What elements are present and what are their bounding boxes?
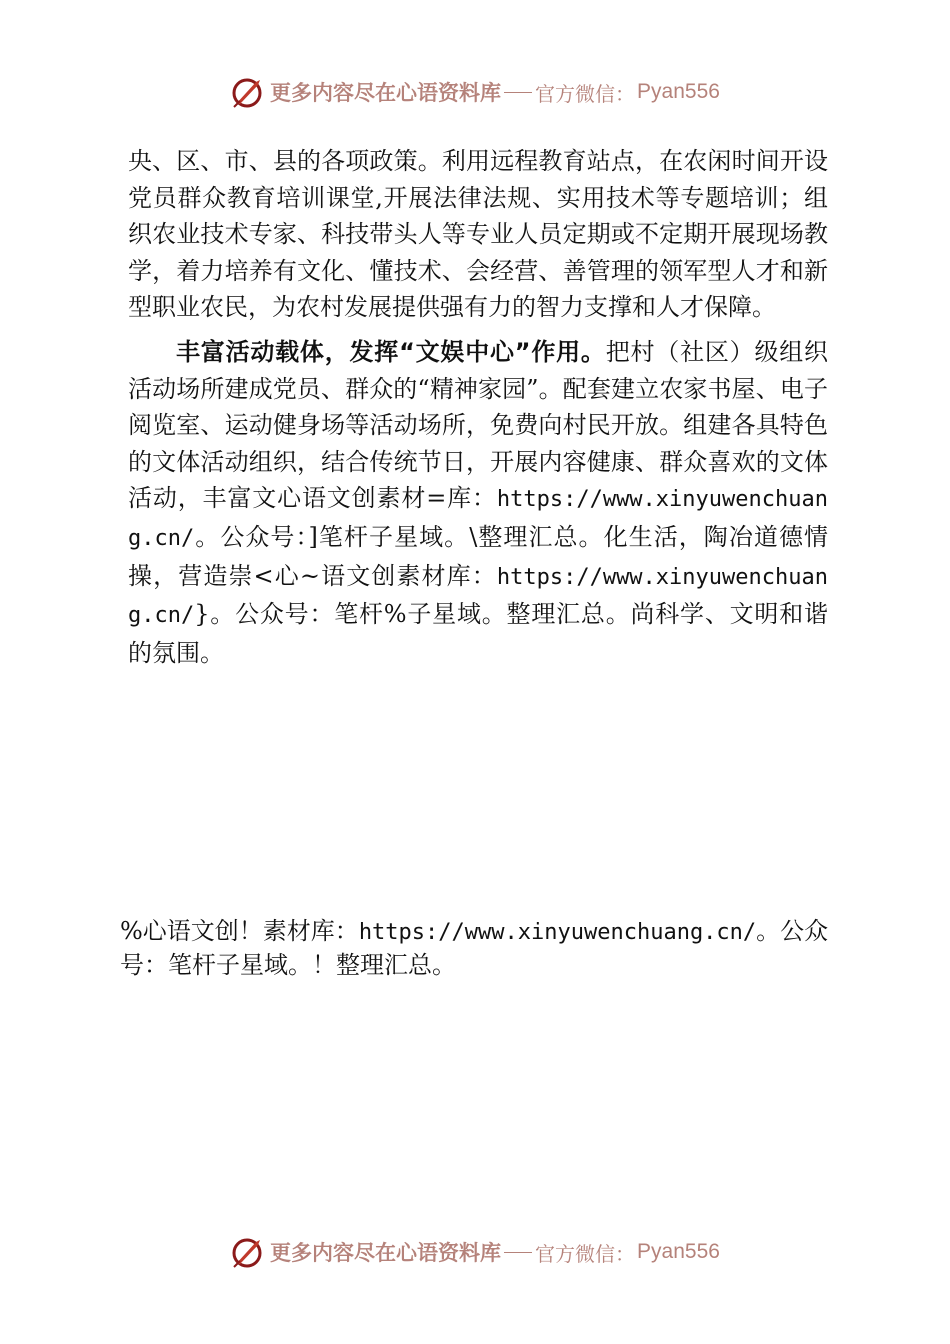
footnote-url[interactable]: https://www.xinyuwenchuang.cn/	[358, 920, 757, 945]
header-banner-dash	[504, 92, 532, 93]
footnote-text-b: 。公众号：笔杆子星域。！整理汇总。	[120, 917, 829, 979]
paragraph-2-text-c: }。公众号：笔杆%子星域。整理汇总。尚科学、文明和谐的氛围。	[128, 600, 828, 667]
footer-banner-dash	[504, 1252, 532, 1253]
document-body	[128, 143, 828, 671]
footnote-text-a: %心语文创！素材库：	[120, 917, 359, 945]
header-official-label: 官方微信：	[535, 81, 636, 106]
quill-pen-logo-icon	[230, 1234, 266, 1270]
footer-banner	[0, 1232, 950, 1272]
paragraph-2-url-a[interactable]: https://www.xinyuwenchuang.cn/	[128, 487, 828, 551]
paragraph-2	[128, 334, 828, 671]
paragraph-2-text-a: 把村（社区）级组织活动场所建成党员、群众的“精神家园”。配套建立农家书屋、电子阅览室、运动健身场等活动场所，免费向村民开放。组建各具特色的文体活动组织，结合传统节日，开展内容健康、群众喜欢的文体活动，丰富文心语文创素材=库：	[128, 337, 829, 513]
paragraph-1	[128, 143, 828, 326]
paragraph-2-text-b: 。公众号：]笔杆子星域。\整理汇总。化生活，陶冶道德情操，营造崇<心~语文创素材库：	[128, 522, 828, 590]
footer-banner-text: 更多内容尽在心语资料库	[270, 1240, 502, 1265]
header-wechat-id: Pyan556	[637, 80, 720, 103]
header-banner	[0, 72, 950, 112]
paragraph-2-lead: 丰富活动载体，发挥“文娱中心”作用。	[176, 337, 606, 366]
header-banner-text: 更多内容尽在心语资料库	[270, 80, 502, 105]
quill-pen-logo-icon	[230, 74, 266, 110]
footnote	[120, 915, 830, 981]
paragraph-2-url-b[interactable]: https://www.xinyuwenchuang.cn/	[128, 564, 828, 629]
footer-wechat-id: Pyan556	[637, 1240, 720, 1263]
paragraph-1-text: 央、区、市、县的各项政策。利用远程教育站点，在农闲时间开设党员群众教育培训课堂,开展法律法规、实用技术等专题培训；组织农业技术专家、科技带头人等专业人员定期或不定期开展现场教学，着力培养有文化、懂技术、会经营、善管理的领军型人才和新型职业农民，为农村发展提供强有力的智力支撑和人才保障。	[128, 147, 828, 322]
footer-official-label: 官方微信：	[535, 1241, 636, 1266]
